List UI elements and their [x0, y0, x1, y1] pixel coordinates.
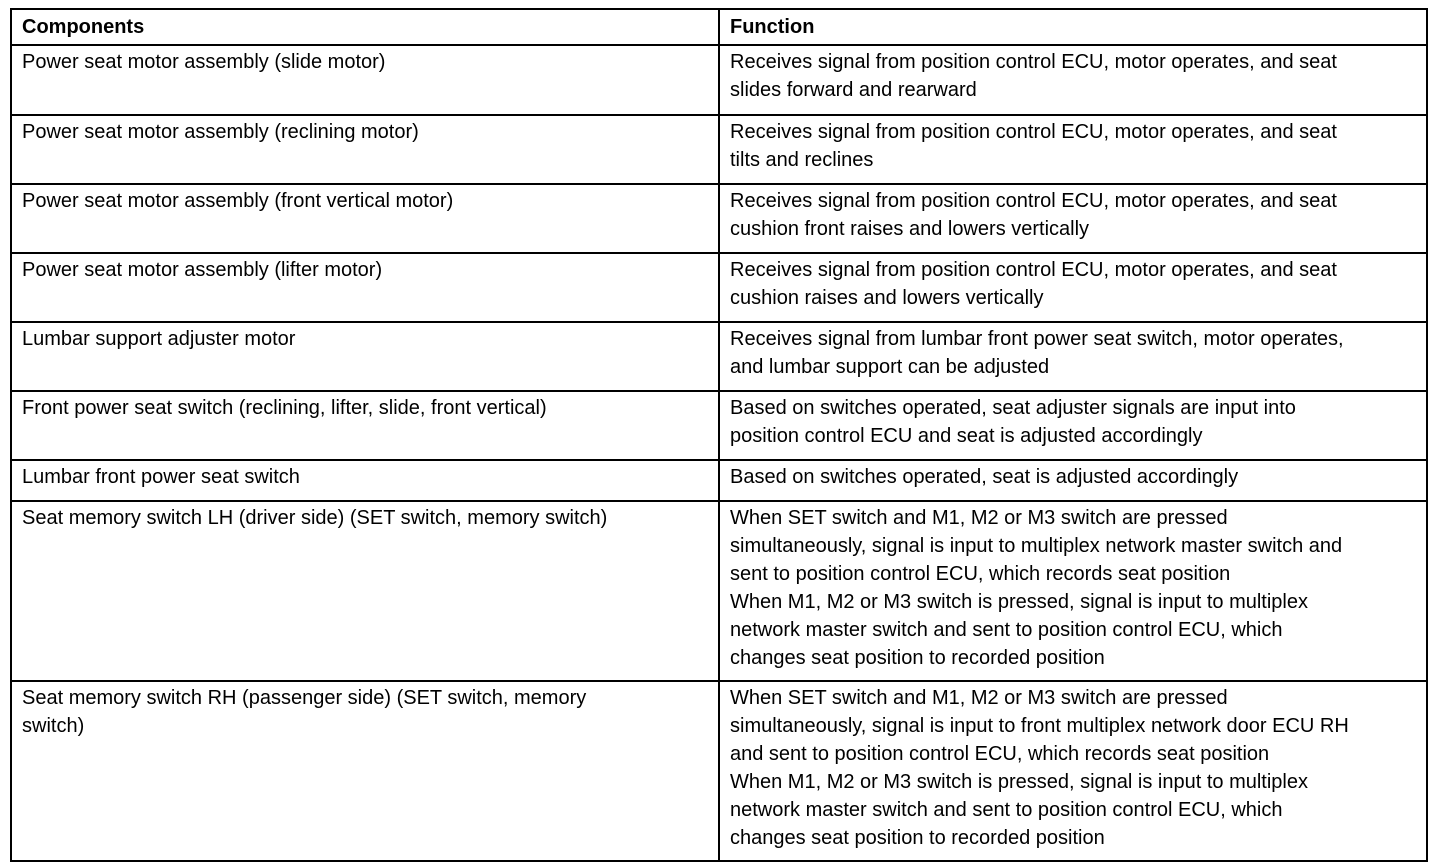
function-cell — [719, 460, 1427, 501]
table-row — [11, 253, 1427, 322]
component-text: Seat memory switch RH (passenger side) (SET switch, memory — [22, 687, 587, 709]
function-text: simultaneously, signal is input to multiplex network master switch and — [730, 535, 1343, 557]
function-cell — [719, 253, 1427, 322]
function-text: When SET switch and M1, M2 or M3 switch are pressed — [730, 507, 1228, 529]
component-cell — [11, 45, 719, 115]
function-cell — [719, 322, 1427, 391]
component-cell — [11, 681, 719, 861]
function-text: cushion raises and lowers vertically — [730, 287, 1044, 309]
function-text: Receives signal from lumbar front power seat switch, motor operates, — [730, 328, 1344, 350]
component-cell — [11, 253, 719, 322]
function-text: Receives signal from position control ECU, motor operates, and seat — [730, 190, 1337, 212]
component-text: Seat memory switch LH (driver side) (SET switch, memory switch) — [22, 507, 608, 529]
function-text: Based on switches operated, seat adjuster signals are input into — [730, 397, 1296, 419]
component-text: Power seat motor assembly (front vertical motor) — [22, 190, 454, 212]
function-text: and sent to position control ECU, which records seat position — [730, 743, 1270, 765]
components-table-container — [10, 8, 1426, 862]
table-row — [11, 681, 1427, 861]
function-cell — [719, 45, 1427, 115]
function-text: tilts and reclines — [730, 149, 874, 171]
function-text: changes seat position to recorded position — [730, 827, 1105, 849]
component-cell — [11, 115, 719, 184]
function-text: When M1, M2 or M3 switch is pressed, signal is input to multiplex — [730, 591, 1308, 613]
function-text: network master switch and sent to position control ECU, which — [730, 619, 1283, 641]
function-text: Receives signal from position control ECU, motor operates, and seat — [730, 259, 1337, 281]
header-components: Components — [11, 9, 719, 45]
function-cell — [719, 681, 1427, 861]
function-text: Receives signal from position control ECU, motor operates, and seat — [730, 121, 1337, 143]
function-text: When SET switch and M1, M2 or M3 switch are pressed — [730, 687, 1228, 709]
function-text: When M1, M2 or M3 switch is pressed, signal is input to multiplex — [730, 771, 1308, 793]
function-text: Receives signal from position control ECU, motor operates, and seat — [730, 51, 1337, 73]
function-cell — [719, 184, 1427, 253]
function-text: simultaneously, signal is input to front multiplex network door ECU RH — [730, 715, 1349, 737]
function-cell — [719, 501, 1427, 681]
component-cell — [11, 501, 719, 681]
table-row — [11, 115, 1427, 184]
table-row — [11, 322, 1427, 391]
function-text: and lumbar support can be adjusted — [730, 356, 1050, 378]
table-row — [11, 45, 1427, 115]
components-function-table — [10, 8, 1428, 862]
component-text: switch) — [22, 715, 85, 737]
header-function: Function — [719, 9, 1427, 45]
table-row — [11, 184, 1427, 253]
function-text: Based on switches operated, seat is adjusted accordingly — [730, 466, 1239, 488]
function-text: cushion front raises and lowers vertically — [730, 218, 1090, 240]
component-cell — [11, 391, 719, 460]
function-cell — [719, 391, 1427, 460]
component-text: Lumbar front power seat switch — [22, 466, 300, 488]
table-row — [11, 501, 1427, 681]
component-cell — [11, 460, 719, 501]
function-text: network master switch and sent to position control ECU, which — [730, 799, 1283, 821]
table-header-row — [11, 9, 1427, 45]
component-cell — [11, 322, 719, 391]
function-cell — [719, 115, 1427, 184]
function-text: slides forward and rearward — [730, 79, 977, 101]
table-row — [11, 391, 1427, 460]
component-text: Front power seat switch (reclining, lifter, slide, front vertical) — [22, 397, 547, 419]
component-text: Power seat motor assembly (slide motor) — [22, 51, 386, 73]
function-text: sent to position control ECU, which records seat position — [730, 563, 1231, 585]
component-text: Power seat motor assembly (reclining motor) — [22, 121, 419, 143]
function-text: position control ECU and seat is adjusted accordingly — [730, 425, 1203, 447]
component-text: Lumbar support adjuster motor — [22, 328, 296, 350]
function-text: changes seat position to recorded position — [730, 647, 1105, 669]
table-row — [11, 460, 1427, 501]
component-cell — [11, 184, 719, 253]
component-text: Power seat motor assembly (lifter motor) — [22, 259, 383, 281]
